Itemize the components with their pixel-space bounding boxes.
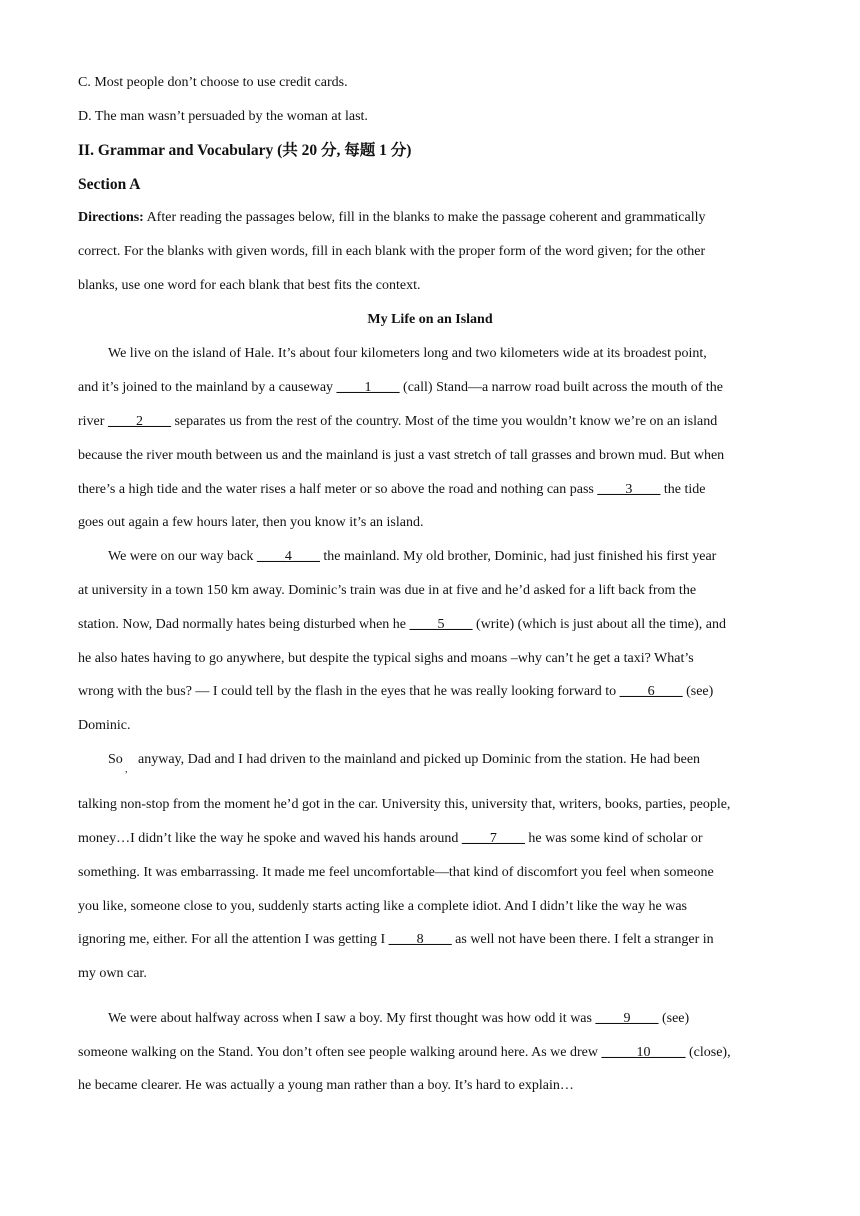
- passage-line: you like, someone close to you, suddenly starts acting like a complete idiot. And I didn’t like the way he was: [78, 899, 688, 914]
- passage-line: my own car.: [78, 966, 147, 981]
- passage-line: [108, 547, 716, 567]
- blank-5[interactable]: ____5____: [409, 617, 473, 632]
- passage-line: talking non-stop from the moment he’d got in the car. University this, university that, writers, books, parties, people,: [78, 797, 731, 812]
- option-d: D. The man wasn’t persuaded by the woman at last.: [78, 109, 368, 124]
- blank-3[interactable]: ____3____: [597, 482, 661, 497]
- directions-line-1: [78, 208, 705, 228]
- text-run: separates us from the rest of the country. Most of the time you wouldn’t know we’re on an island: [170, 414, 718, 429]
- blank-2[interactable]: ____2____: [107, 414, 171, 429]
- passage-line: Dominic.: [78, 718, 131, 733]
- text-run: station. Now, Dad normally hates being disturbed when he: [78, 617, 410, 632]
- directions-line-3: blanks, use one word for each blank that best fits the context.: [78, 278, 421, 293]
- passage-line: [78, 930, 714, 950]
- passage-line: he also hates having to go anywhere, but despite the typical sighs and moans –why can’t he get a taxi? What’s: [78, 651, 694, 666]
- stray-comma: ,: [125, 764, 128, 775]
- text-run: We were about halfway across when I saw a boy. My first thought was how odd it was: [108, 1011, 596, 1026]
- passage-line: [78, 1043, 731, 1063]
- text-run: (close),: [685, 1045, 731, 1060]
- passage-line: [78, 480, 706, 500]
- text-run: someone walking on the Stand. You don’t often see people walking around here. As we drew: [78, 1045, 602, 1060]
- text-run: ignoring me, either. For all the attention I was getting I: [78, 932, 389, 947]
- part-heading: II. Grammar and Vocabulary (共 20 分, 每题 1 分): [78, 142, 412, 159]
- text-run: (call) Stand—a narrow road built across the mouth of the: [399, 380, 724, 395]
- passage-line: something. It was embarrassing. It made me feel uncomfortable—that kind of discomfort you feel when someone: [78, 865, 714, 880]
- passage-line: he became clearer. He was actually a young man rather than a boy. It’s hard to explain…: [78, 1078, 574, 1093]
- directions-text: After reading the passages below, fill in the blanks to make the passage coherent and grammatically: [143, 210, 706, 225]
- passage-title: My Life on an Island: [367, 312, 493, 327]
- directions-label: Directions:: [78, 210, 144, 225]
- text-run: We were on our way back: [108, 549, 257, 564]
- blank-9[interactable]: ____9____: [595, 1011, 659, 1026]
- passage-line: at university in a town 150 km away. Dominic’s train was due in at five and he’d asked for a lift back from the: [78, 583, 697, 598]
- passage-line: [108, 1009, 689, 1029]
- passage-line-so: So: [108, 752, 123, 767]
- blank-6[interactable]: ____6____: [619, 684, 683, 699]
- section-heading: Section A: [78, 176, 141, 193]
- directions-line-2: correct. For the blanks with given words, fill in each blank with the proper form of the word given; for the other: [78, 244, 706, 259]
- passage-line: [78, 682, 713, 702]
- text-run: the mainland. My old brother, Dominic, had just finished his first year: [319, 549, 717, 564]
- passage-line: because the river mouth between us and the mainland is just a vast stretch of tall grasses and brown mud. But when: [78, 448, 725, 463]
- text-run: the tide: [660, 482, 706, 497]
- blank-7[interactable]: ____7____: [461, 831, 525, 846]
- text-run: (write) (which is just about all the time), and: [472, 617, 727, 632]
- text-run: there’s a high tide and the water rises a half meter or so above the road and nothing can pass: [78, 482, 598, 497]
- text-run: wrong with the bus? — I could tell by the flash in the eyes that he was really looking forward to: [78, 684, 620, 699]
- text-run: (see): [682, 684, 714, 699]
- blank-4[interactable]: ____4____: [256, 549, 320, 564]
- blank-8[interactable]: ____8____: [388, 932, 452, 947]
- text-run: he was some kind of scholar or: [524, 831, 703, 846]
- blank-10[interactable]: _____10_____: [601, 1045, 686, 1060]
- passage-line: We live on the island of Hale. It’s about four kilometers long and two kilometers wide at its broadest point,: [108, 346, 707, 361]
- text-run: and it’s joined to the mainland by a causeway: [78, 380, 337, 395]
- text-run: as well not have been there. I felt a stranger in: [451, 932, 714, 947]
- passage-line: goes out again a few hours later, then you know it’s an island.: [78, 515, 424, 530]
- text-run: river: [78, 414, 108, 429]
- passage-line: [78, 412, 717, 432]
- text-run: (see): [658, 1011, 690, 1026]
- passage-line: [78, 378, 723, 398]
- passage-line: anyway, Dad and I had driven to the mainland and picked up Dominic from the station. He had been: [138, 752, 701, 767]
- blank-1[interactable]: ____1____: [336, 380, 400, 395]
- passage-line: [78, 829, 703, 849]
- passage-line: [78, 615, 726, 635]
- option-c: C. Most people don’t choose to use credit cards.: [78, 75, 348, 90]
- text-run: money…I didn’t like the way he spoke and waved his hands around: [78, 831, 462, 846]
